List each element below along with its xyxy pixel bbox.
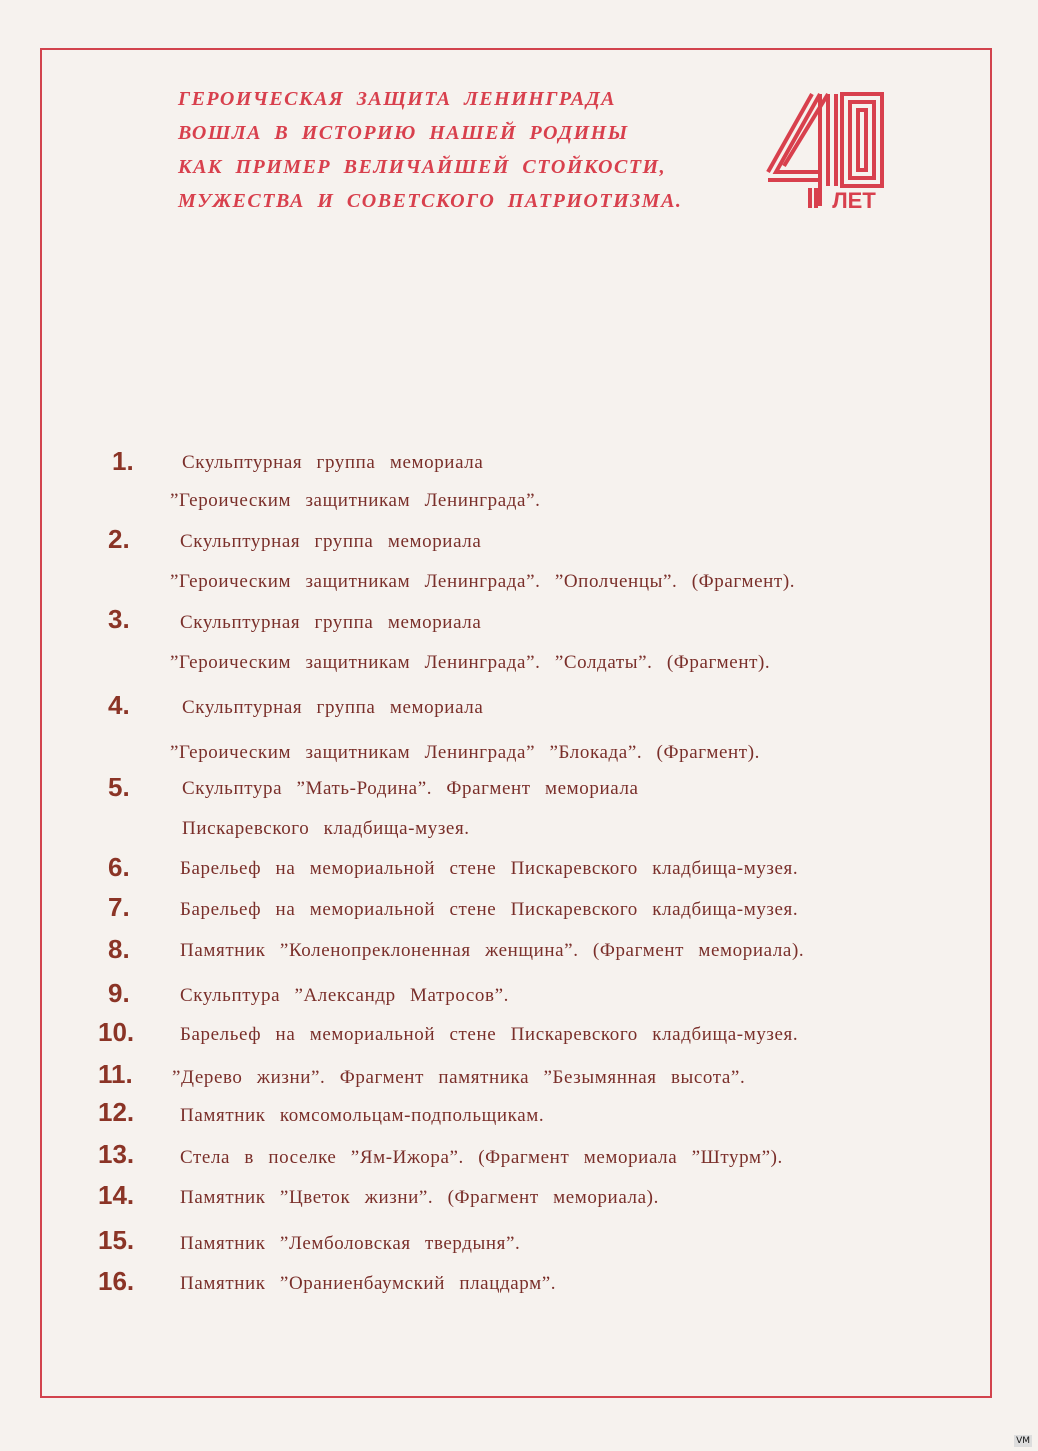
list-item-text: Памятник ”Цветок жизни”. (Фрагмент мемориала). [180, 1187, 659, 1208]
list-item-text: Барельеф на мемориальной стене Пискаревского кладбища-музея. [180, 1024, 799, 1045]
list-item-text: Памятник ”Ораниенбаумский плацдарм”. [180, 1273, 557, 1294]
list-item-number: 9. [108, 978, 130, 1008]
list-item-text: Скульптурная группа мемориала [182, 452, 484, 473]
corner-watermark: VM [1016, 1436, 1030, 1446]
list-item-number: 13. [98, 1139, 135, 1169]
list-item-text: ”Героическим защитникам Ленинграда”. ”Ополченцы”. (Фрагмент). [170, 571, 796, 592]
list-item-number: 6. [108, 852, 130, 882]
list-item-text: ”Героическим защитникам Ленинграда” ”Блокада”. (Фрагмент). [170, 742, 760, 763]
list-item-text: Скульптурная группа мемориала [182, 697, 484, 718]
header-line: КАК ПРИМЕР ВЕЛИЧАЙШЕЙ СТОЙКОСТИ, [178, 156, 667, 178]
list-item-text: Пискаревского кладбища-музея. [182, 818, 470, 839]
list-item-number: 10. [98, 1017, 135, 1047]
header-line: ГЕРОИЧЕСКАЯ ЗАЩИТА ЛЕНИНГРАДА [178, 88, 616, 110]
list-item-text: Скульптурная группа мемориала [180, 612, 482, 633]
list-item-text: Скульптура ”Александр Матросов”. [180, 985, 509, 1006]
list-item-text: ”Героическим защитникам Ленинграда”. [170, 490, 541, 511]
list-item-number: 14. [98, 1180, 135, 1210]
list-item-text: Памятник комсомольцам-подпольщикам. [180, 1105, 545, 1126]
list-item-number: 16. [98, 1266, 135, 1296]
list-item-text: Барельеф на мемориальной стене Пискаревского кладбища-музея. [180, 858, 799, 879]
list-item-number: 8. [108, 934, 130, 964]
list-item-number: 1. [112, 446, 134, 476]
list-item-number: 3. [108, 604, 130, 634]
header-slogan [178, 82, 778, 218]
anniversary-40-logo [762, 86, 892, 216]
list-item-text: Памятник ”Лемболовская твердыня”. [180, 1233, 521, 1254]
list-item-text: ”Героическим защитникам Ленинграда”. ”Солдаты”. (Фрагмент). [170, 652, 771, 673]
list-item-text: ”Дерево жизни”. Фрагмент памятника ”Безымянная высота”. [172, 1067, 746, 1088]
logo-caption: ЛЕТ [832, 188, 876, 213]
list-item-number: 2. [108, 524, 130, 554]
list-item-text: Скульптурная группа мемориала [180, 531, 482, 552]
list-item-number: 11. [98, 1059, 133, 1089]
list-item-number: 4. [108, 690, 130, 720]
list-item-text: Памятник ”Коленопреклоненная женщина”. (Фрагмент мемориала). [180, 940, 805, 961]
list-item-text: Скульптура ”Мать-Родина”. Фрагмент мемориала [182, 778, 639, 799]
list-item-text: Барельеф на мемориальной стене Пискаревского кладбища-музея. [180, 899, 799, 920]
header-line: МУЖЕСТВА И СОВЕТСКОГО ПАТРИОТИЗМА. [178, 190, 683, 212]
list-item-number: 15. [98, 1225, 135, 1255]
list-item-number: 12. [98, 1097, 135, 1127]
list-item-number: 7. [108, 892, 130, 922]
list-item-text: Стела в поселке ”Ям-Ижора”. (Фрагмент мемориала ”Штурм”). [180, 1147, 783, 1168]
list-item-number: 5. [108, 772, 130, 802]
header-line: ВОШЛА В ИСТОРИЮ НАШЕЙ РОДИНЫ [178, 122, 629, 144]
